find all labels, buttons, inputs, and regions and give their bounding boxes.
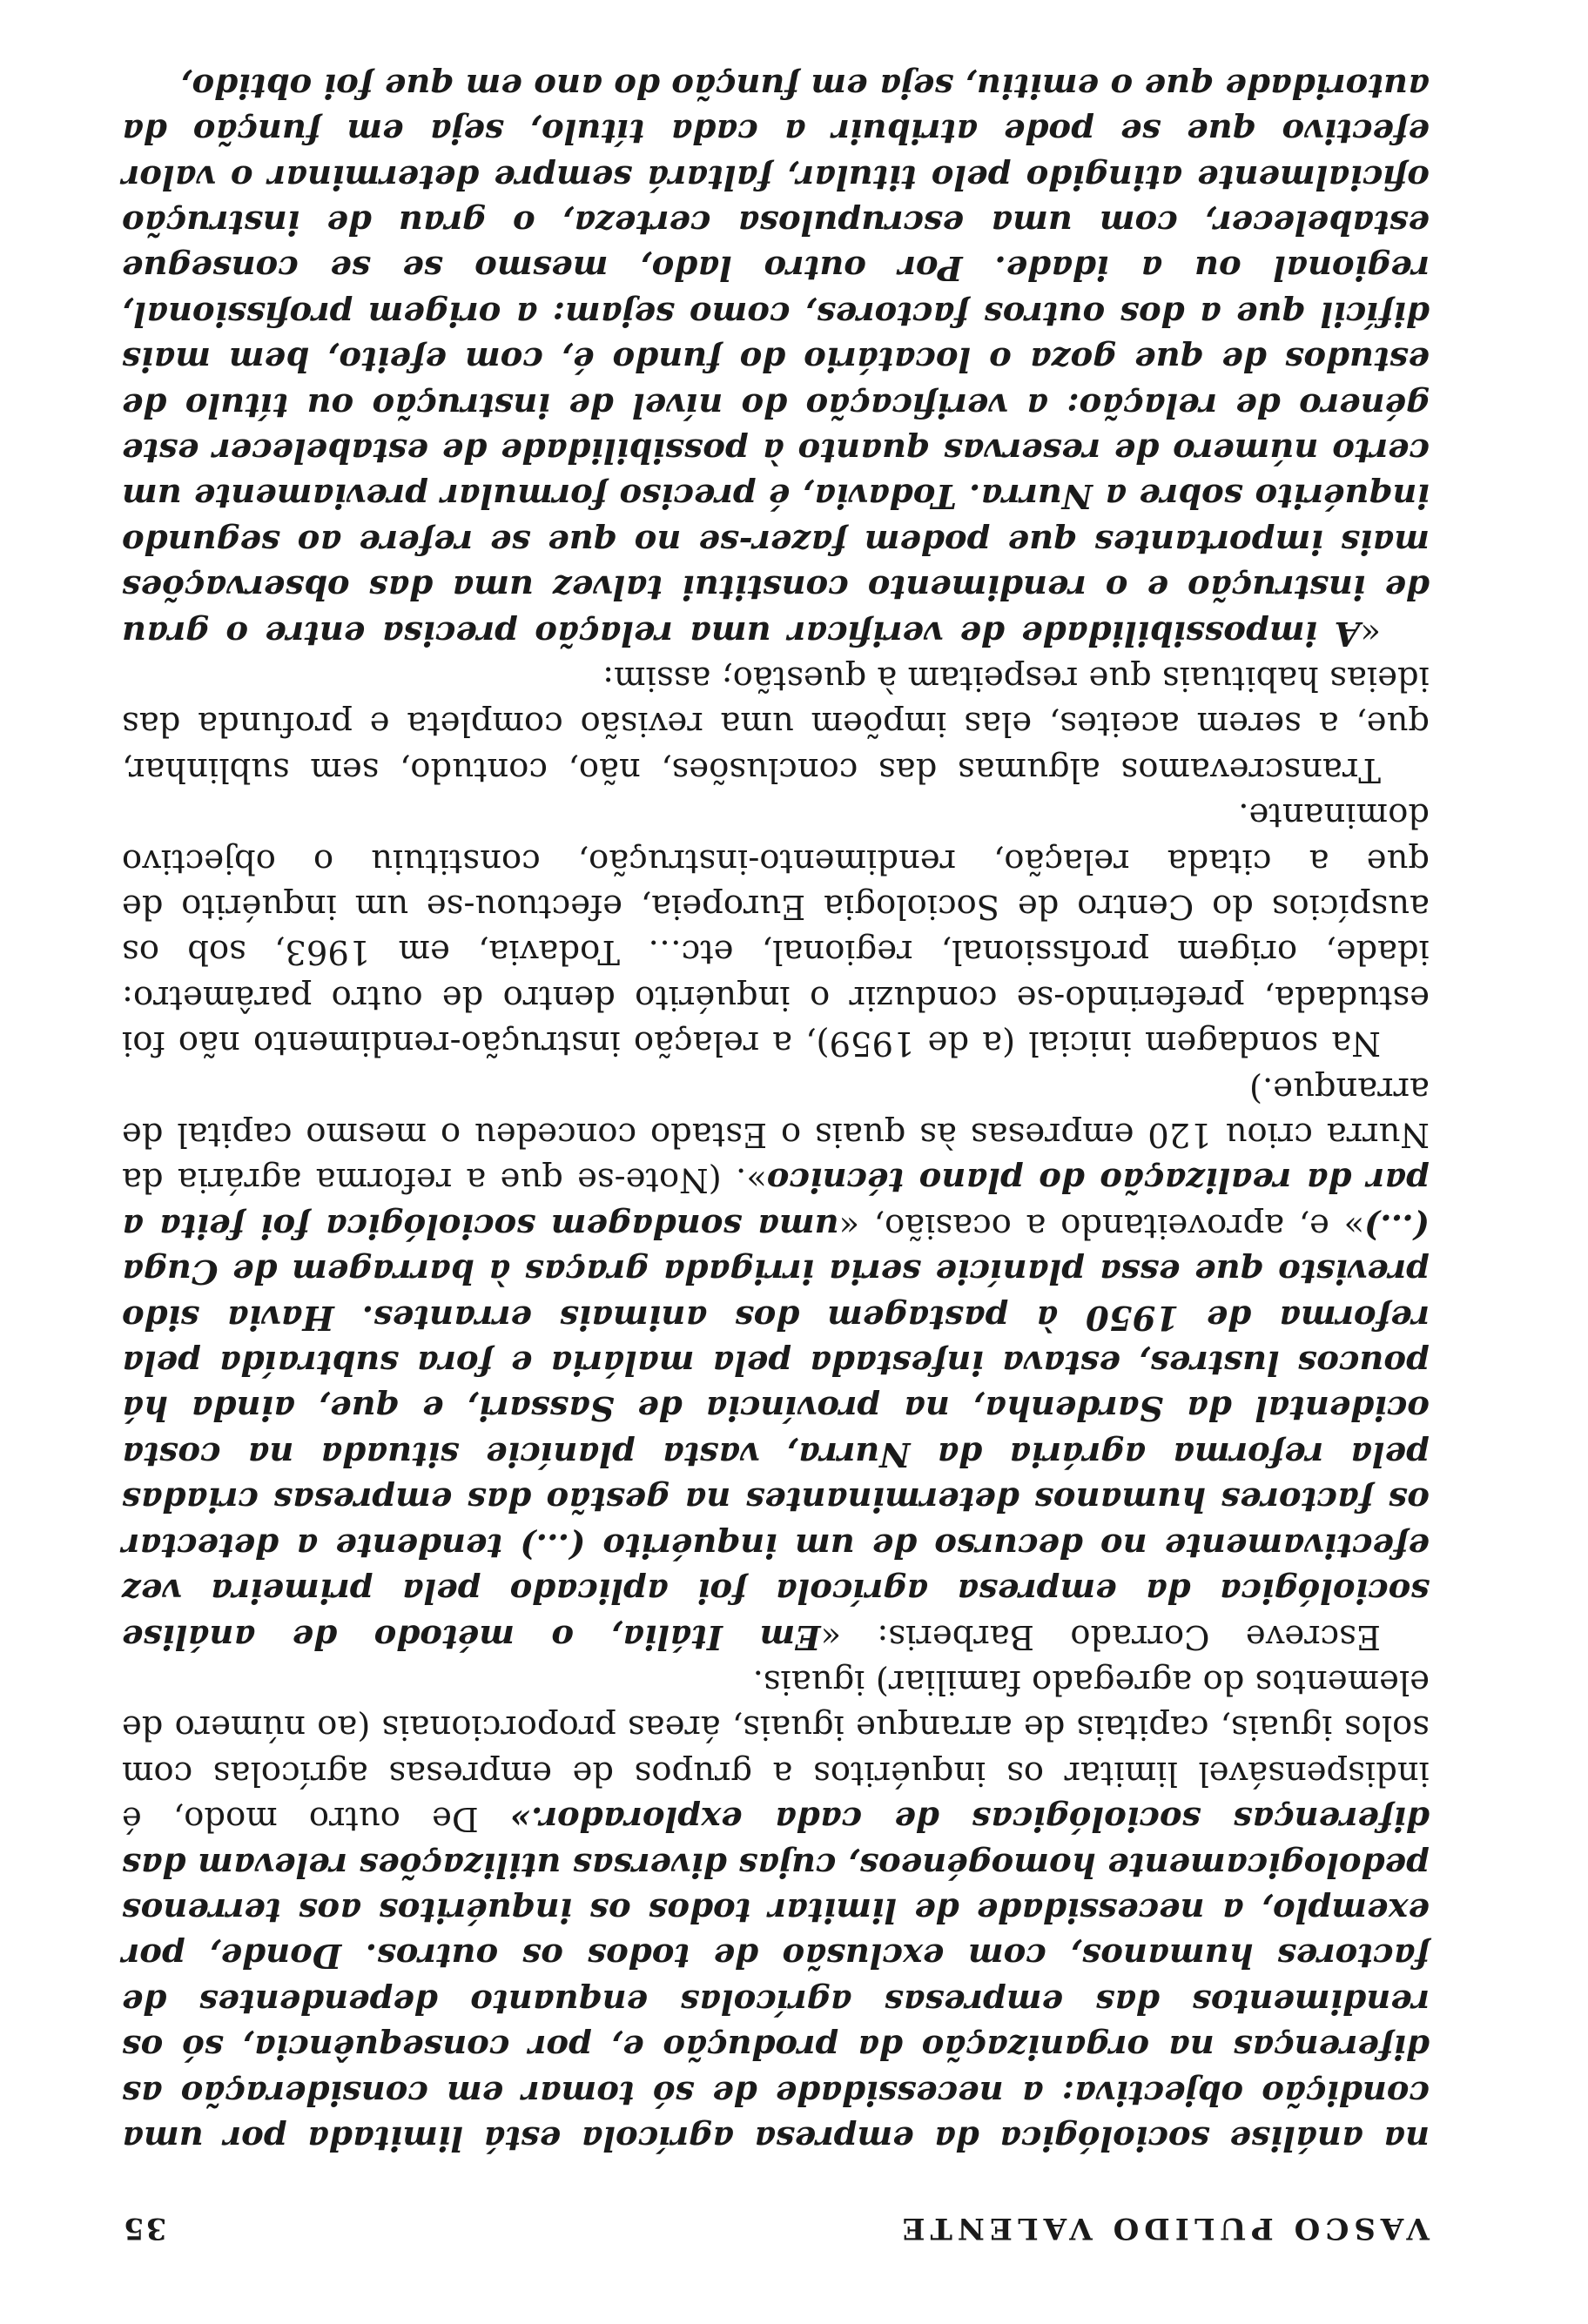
paragraph	[122, 792, 1430, 1065]
text-run: Na sondagem inicial (a de 1959), a relação instrução-rendimento não foi estudada, preferindo-se conduzir o inquérito dentro de outro parâmetro: idade, origem profissional, regional, etc… Todavia, em 1963, sob os auspícios do Centro de Sociologia Europeia, efectuou-se um inquérito de que a citada relação, rendimento-instrução, constituiu o objectivo dominante.	[122, 796, 1430, 1064]
text-run: » e, aproveitando a ocasião, «	[838, 1206, 1365, 1246]
italic-run: A impossibilidade de verificar uma relação precisa entre o grau de instrução e o rendimento constitui talvez uma das observações mais importantes que podem fazer-se no que se refere ao segundo inquérito sobre a Nurra. Todavia, é preciso formular previamente um certo número de reservas quanto à possibilidade de estabelecer este género de relação: a verificação do nível de instrução ou título de estudos de que goza o locatário do fundo é, com efeito, bem mais difícil que a dos outros factores, como sejam: a origem profissional, regional ou a idade. Por outro lado, mesmo se se consegue estabelecer, com uma escrupulosa certeza, o grau de instrução oficialmente atingido pelo titular, faltará sempre determinar o valor efectivo que se pode atribuir a cada título, seja em função da autoridade que o emitiu, seja em função do ano em que foi obtido,	[122, 65, 1430, 653]
text-run: Transcrevamos algumas das conclusões, não, contudo, sem sublinhar, que, a serem aceites, elas impõem uma revisão completa e profunda das ideias habituais que respeitam à questão; assim:	[122, 659, 1430, 789]
text-run: De outro modo, é indispensável limitar os inquéritos a grupos de empresas agrícolas com solos iguais, capitais de arranque iguais, áreas proporcionais (ao número de elementos do agregado familiar) iguais.	[122, 1662, 1430, 1839]
paragraph	[122, 62, 1430, 655]
page-number: 35	[122, 2211, 167, 2246]
italic-run: Em Itália, o método de análise sociológica da empresa agrícola foi aplicado pela primeira vez efectivamente no decurso de um inquérito (…) tendente a detectar os factores humanos determinantes na gestão das empresas criadas pela reforma agrária da Nurra, vasta planície situada na costa ocidental da Sardenha, na província de Sassari, e que, ainda há poucos lustres, estava infestada pela malária e fora subtraída pela reforma de 1950 à pastagem dos animais errantes. Havia sido previsto que essa planície seria irrigada graças à barragem de Cuga (…)	[122, 1206, 1430, 1656]
paragraph	[122, 1659, 1430, 2160]
running-head	[122, 2211, 1430, 2246]
paragraph	[122, 1065, 1430, 1658]
italic-run: uma sondagem sociológica foi feita a par da realização do plano técnico	[122, 1160, 1430, 1246]
text-run: Escreve Corrado Barberis: «	[820, 1616, 1381, 1656]
body-text	[122, 62, 1430, 2160]
text-run: ». (Note-se que a reforma agrária da Nurra criou 120 empresas às quais o Estado concedeu o mesmo capital de arranque.)	[122, 1069, 1430, 1200]
italic-run: na análise sociológica da empresa agrícola está limitada por uma condição objectiva: a necessidade de só tomar em consideração as diferenças na organização da produção e, por consequência, só os rendimentos das empresas agrícolas enquanto dependentes de factores humanos, com exclusão de todos os outros. Donde, por exemplo, a necessidade de limitar todos os inquéritos aos terrenos pedologicamente homogéneos, cujas diversas utilizações relevam das diferenças sociológicas de cada explorador.»	[122, 1799, 1430, 2158]
running-title: VASCO PULIDO VALENTE	[897, 2211, 1430, 2246]
paragraph	[122, 655, 1430, 792]
text-run: «	[1360, 613, 1381, 653]
